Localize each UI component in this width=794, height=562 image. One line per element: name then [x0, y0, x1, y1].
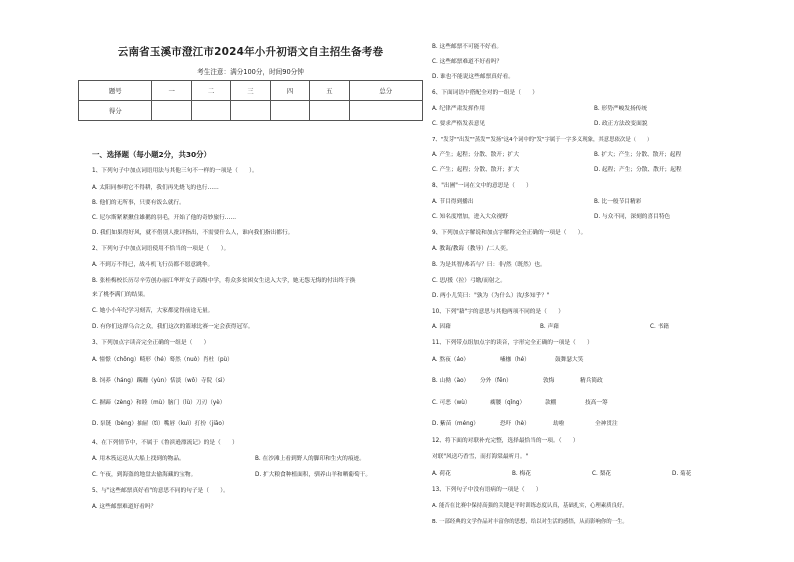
- option-text: 来了桃李满门的结果。: [92, 292, 149, 298]
- option-text: B. 为是其智/弗若与？曰：非/然（既然）也。: [432, 262, 546, 268]
- table-cell: 题号: [79, 81, 152, 101]
- question-text: 9、下列加点字解说和加点字解释完全正确的一项是（ ）。: [432, 230, 587, 236]
- table-cell: 四: [270, 81, 309, 101]
- option-text: A. 憧憬（chōng）畸形（hé）蓦然（nuò）肖杜（pù）: [92, 357, 233, 363]
- option-text: B. 饲养（háng）蹒跚（yùn）恬淡（wǒ）寺院（sì）: [92, 378, 229, 384]
- question-text: 6、下面词语中搭配全对的一组是（ ）: [432, 90, 538, 96]
- section-heading: 一、选择题（每小题2分，共30分）: [92, 150, 211, 159]
- option-text: 全神贯注: [595, 421, 618, 427]
- score-input-cell[interactable]: [310, 101, 349, 121]
- option-text: B. 张桂梅校长历尽辛劳创办丽江华坪女子高级中学，将众多贫困女生送入大学，她无怨无悔的付出终于换: [92, 278, 356, 284]
- option-text: A. 用木筏运送从大船上找到的物品。: [92, 456, 185, 462]
- option-text: 技高一筹: [585, 400, 608, 406]
- option-text: B. 他们的无所事，只要有饭么就行。: [92, 200, 185, 206]
- option-text: C. 书籍: [650, 324, 669, 330]
- option-text: 精兵简政: [580, 378, 603, 384]
- option-text: 劫啦: [553, 421, 565, 427]
- question-text: 4、在下列情节中，不属于《鲁滨逊漂流记》的是（ ）: [92, 440, 238, 446]
- option-text: A. 节目得到播出: [432, 199, 474, 205]
- table-row: [79, 101, 423, 121]
- option-text: C. 梨花: [592, 471, 611, 477]
- option-text: C. 产生；起程；分散、散开；扩大: [432, 167, 520, 173]
- option-text: C. 要求严格发表意见: [432, 121, 486, 127]
- option-text: A. 教诲/教诲（教导）/二人奕。: [432, 246, 512, 252]
- option-text: B. 扩大；产生；分散、散开；起程: [594, 152, 682, 158]
- option-text: B. 声藉: [540, 324, 559, 330]
- option-text: C. 摒蹄（zèng）和睦（mù）脑门（lù）刀刃（yè）: [92, 400, 226, 406]
- question-text: 5、与"这些邮票真好看"的意思不同的句子是（ ）。: [92, 488, 229, 494]
- option-text: 分外（fēn）: [480, 378, 512, 384]
- option-text: 恐吓（hè）: [500, 421, 530, 427]
- option-text: A. 能否在比赛中保持高强的关键是平时训练态度认真，基础扎实，心理素质良好。: [432, 503, 628, 509]
- option-text: 敦悔: [543, 378, 555, 384]
- table-cell: 总分: [349, 81, 423, 101]
- option-text: D. 泵链（bèng）抽屉（tì）嘴唇（kuì）打扮（jiāo）: [92, 421, 228, 427]
- question-text: 1、下列句子中加点词语用法与其他三句不一样的一项是（ ）。: [92, 168, 258, 174]
- score-input-cell[interactable]: [191, 101, 230, 121]
- option-text: A. 太阳同参明它不得耕，我们再先烧飞的也行……: [92, 185, 219, 191]
- option-text: D. 谁也不能说这些邮票真好看。: [432, 74, 514, 80]
- option-text: C. 思/援（拉）弓缴/而射之。: [432, 278, 506, 284]
- option-text: 款棚: [545, 400, 557, 406]
- question-text: 3、下列加点字读音完全正确的一组是（ ）: [92, 340, 210, 346]
- option-text: B. 这些邮票不可能不好看。: [432, 44, 503, 50]
- question-text: 10、下列"藉"字的意思与其他两项不同的是（ ）: [432, 309, 564, 315]
- score-input-cell[interactable]: [270, 101, 309, 121]
- option-text: A. 荷花: [432, 471, 451, 477]
- option-text: C. 知名度增加，进入大众视野: [432, 214, 508, 220]
- score-input-cell[interactable]: [152, 101, 191, 121]
- question-text: 12、将下面的对联补充完整，选择最恰当的一项。（ ）: [432, 438, 579, 444]
- option-text: 嗑枷（hé）: [500, 357, 530, 363]
- option-text: B. 形势严峻发扬传统: [594, 106, 648, 112]
- option-text: A. 不到万不得已，战斗机飞行员都不愿意跳伞。: [92, 262, 214, 268]
- option-text: C. 可恶（wù）: [432, 400, 471, 406]
- question-text: 7、"发芽""出发""蒸发""发扬"这4个词中的"发"字属于一字多义现象，其意思依次是（ ）: [432, 137, 653, 143]
- option-text: 鼓舞瑟大笑: [555, 357, 584, 363]
- question-text: 11、下列带点组加点字的读音，字形完全正确的一项是（ ）: [432, 340, 593, 346]
- option-text: A. 纪律严肃发挥作用: [432, 106, 485, 112]
- option-text: C. 这些邮票难道不好看吗？: [432, 59, 503, 65]
- option-text: C. 午夜，到海盗的地盘去偷海藏的宝物。: [92, 472, 197, 478]
- score-input-cell[interactable]: [349, 101, 423, 121]
- score-input-cell[interactable]: [231, 101, 270, 121]
- option-text: D. 紫苗（méng）: [432, 421, 479, 427]
- option-text: D. 政正方法改变面貌: [594, 121, 648, 127]
- option-text: D. 起程；产生；分散、散开；起程: [594, 167, 682, 173]
- table-cell: 一: [152, 81, 191, 101]
- option-text: 瘸腰（qǐng）: [490, 400, 526, 406]
- option-text: D. 有你们这群乌合之众，我们这次的篮球比赛一定会获得冠军。: [92, 324, 254, 330]
- option-text: A. 因藉: [432, 324, 451, 330]
- option-text: B. 山拗（ào）: [432, 378, 470, 384]
- question-text: 13、下列句子中没有语病的一项是（ ）: [432, 487, 542, 493]
- table-cell: 得分: [79, 101, 152, 121]
- table-cell: 五: [310, 81, 349, 101]
- option-text: D. 我们如果得好风，就不借别人批评指出，不需要什么人，谁向我们指出都行。: [92, 230, 294, 236]
- option-text: B. 一部经典的文学作品对丰富你的思想，给以对生活的感悟，从而影响你的一生。: [432, 519, 628, 525]
- score-table: [78, 80, 423, 121]
- option-text: B. 比一般节目精彩: [594, 199, 642, 205]
- option-text: A. 这些邮票难道好看吗？: [92, 504, 157, 510]
- option-text: A. 产生；起程；分散、散开；扩大: [432, 152, 520, 158]
- option-text: D. 扩大粮食种植面积，驯养山羊和晒葡萄干。: [255, 472, 372, 478]
- option-text: A. 熬夜（áo）: [432, 357, 470, 363]
- option-text: B. 梅花: [512, 471, 531, 477]
- option-text: B. 在沙滩上看到野人的脚印和生火的痕迹。: [255, 456, 365, 462]
- table-cell: 三: [231, 81, 270, 101]
- question-text: 8、"出圃"一词在文中的意思是（ ）: [432, 183, 532, 189]
- table-row: [79, 81, 423, 101]
- table-cell: 二: [191, 81, 230, 101]
- option-text: C. 尼尔斯紧紧揪住雄鹅的羽毛，开始了他的奇妙旅行……: [92, 215, 237, 221]
- question-text: 2、下列句子中加点词语使用不恰当的一项是（ ）。: [92, 246, 230, 252]
- option-text: D. 与众不同，深刻的喜目特色: [594, 214, 671, 220]
- option-text: D. 菊花: [672, 471, 692, 477]
- exam-notice: 考生注意：满分100分，时间90分钟: [197, 68, 304, 76]
- option-text: D. 两小儿笑曰："孰为（为什么）汝/多知乎？": [432, 293, 550, 299]
- option-text: C. 她小小年纪学习刻苦，大家都觉得前途无量。: [92, 308, 214, 314]
- page-title: 云南省玉溪市澄江市2024年小升初语文自主招生备考卷: [117, 46, 384, 58]
- couplet-text: 对联"风送巧香雪，而打海棠最听月。": [432, 454, 529, 460]
